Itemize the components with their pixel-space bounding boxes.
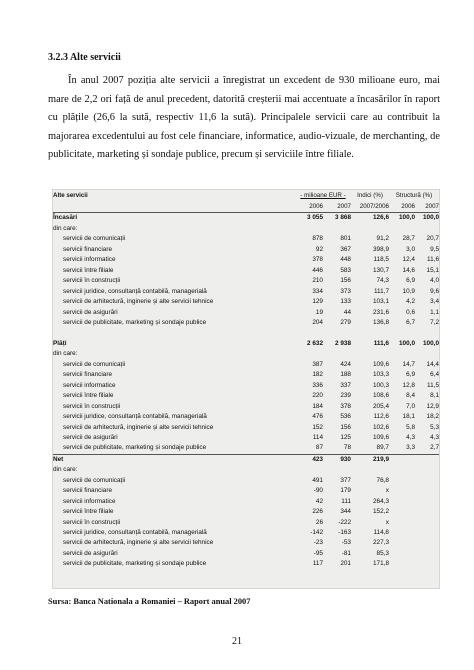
row-label: servicii în construcții bbox=[63, 402, 121, 410]
table-row bbox=[53, 318, 439, 328]
table-row bbox=[53, 391, 439, 401]
header-amount-group: - milioane EUR - bbox=[300, 191, 346, 199]
cell-value: 334 bbox=[312, 287, 323, 295]
cell-value: 108,6 bbox=[373, 392, 389, 400]
cell-value: 85,3 bbox=[376, 549, 389, 557]
cell-value: 878 bbox=[312, 235, 323, 243]
cell-value: 12,4 bbox=[402, 256, 415, 264]
cell-value: 19 bbox=[315, 308, 323, 316]
cell-value bbox=[415, 538, 439, 548]
cell-value: -23 bbox=[313, 539, 323, 547]
cell-value: 26 bbox=[315, 518, 323, 526]
cell-value: -95 bbox=[313, 549, 323, 557]
cell-value: 7,0 bbox=[406, 402, 415, 410]
cell-value: -222 bbox=[338, 518, 351, 526]
cell-value: 18,1 bbox=[402, 413, 415, 421]
cell-value bbox=[415, 465, 439, 475]
cell-value: 205,4 bbox=[373, 402, 389, 410]
body-paragraph: În anul 2007 poziția alte servicii a înregistrat un excedent de 930 milioane euro, mai mare de 2,2 ori față de anul precedent, datorită creșterii mai accentuate a încasărilor în raport cu plățile (26,6 la sută, respectiv 11,6 la sută). Principalele servicii care au contribuit la majorarea excedentului au fost cele financiare, informatice, audio-vizuale, de merchanting, de publicitate, marketing și sondaje publice, precum și serviciile între filiale. bbox=[48, 75, 440, 161]
cell-value: 2 632 bbox=[307, 339, 323, 347]
cell-value: 4,3 bbox=[430, 433, 439, 441]
cell-value: 3 868 bbox=[335, 214, 351, 222]
table-row bbox=[53, 423, 439, 433]
table-row bbox=[53, 497, 439, 507]
cell-value: 11,6 bbox=[427, 256, 439, 264]
cell-value: 279 bbox=[340, 318, 351, 326]
row-label: servicii de asigurări bbox=[63, 308, 118, 316]
cell-value: 337 bbox=[340, 381, 351, 389]
table-row bbox=[53, 360, 439, 370]
cell-value bbox=[389, 476, 415, 486]
cell-value: 398,9 bbox=[373, 245, 389, 253]
row-label: din care: bbox=[53, 350, 78, 358]
cell-value: 91,2 bbox=[376, 235, 389, 243]
cell-value: 89,7 bbox=[376, 444, 389, 452]
row-label: servicii juridice, consultanță contabilă, managerială bbox=[63, 413, 207, 421]
cell-value: 28,7 bbox=[402, 235, 415, 243]
cell-value: -53 bbox=[341, 539, 351, 547]
cell-value: 78 bbox=[343, 444, 351, 452]
table-row bbox=[53, 224, 439, 234]
cell-value: 171,8 bbox=[373, 560, 389, 568]
row-label: servicii în construcții bbox=[63, 277, 121, 285]
cell-value: 378 bbox=[340, 402, 351, 410]
row-label: servicii de comunicații bbox=[63, 476, 126, 484]
row-label: servicii juridice, consultanță contabilă, managerială bbox=[63, 287, 207, 295]
cell-value bbox=[351, 328, 389, 338]
header-year: 2007 bbox=[323, 202, 351, 213]
cell-value: 42 bbox=[315, 497, 323, 505]
cell-value: 126,6 bbox=[373, 214, 389, 222]
table-row bbox=[53, 518, 439, 528]
table-section-row bbox=[53, 213, 439, 224]
source-note: Sursa: Banca Nationala a Romaniei – Raport anual 2007 bbox=[48, 597, 251, 606]
row-label: servicii de publicitate, marketing și sondaje publice bbox=[63, 318, 207, 326]
cell-value bbox=[389, 465, 415, 475]
cell-value: 377 bbox=[340, 476, 351, 484]
cell-value: 111,7 bbox=[373, 287, 389, 295]
table-row bbox=[53, 245, 439, 255]
cell-value: 367 bbox=[340, 245, 351, 253]
table-row bbox=[53, 402, 439, 412]
table-row bbox=[53, 528, 439, 538]
header-year: 2007 bbox=[415, 202, 439, 213]
cell-value bbox=[415, 349, 439, 359]
cell-value: 264,3 bbox=[373, 497, 389, 505]
table-row bbox=[53, 433, 439, 443]
row-label: servicii financiare bbox=[63, 487, 113, 495]
cell-value bbox=[389, 538, 415, 548]
cell-value bbox=[351, 465, 389, 475]
cell-value: 491 bbox=[312, 476, 323, 484]
cell-value bbox=[415, 224, 439, 234]
cell-value: 231,6 bbox=[373, 308, 389, 316]
cell-value: 118,5 bbox=[373, 256, 389, 264]
cell-value: 3 055 bbox=[307, 214, 323, 222]
cell-value bbox=[323, 328, 351, 338]
cell-value: 100,0 bbox=[423, 214, 439, 222]
cell-value: 74,3 bbox=[376, 277, 389, 285]
cell-value bbox=[415, 559, 439, 569]
cell-value: 100,0 bbox=[399, 339, 415, 347]
cell-value: 188 bbox=[340, 371, 351, 379]
cell-value: 204 bbox=[312, 318, 323, 326]
cell-value: 11,5 bbox=[427, 381, 439, 389]
table-image bbox=[52, 189, 440, 589]
row-label: servicii în construcții bbox=[63, 518, 121, 526]
cell-value bbox=[389, 328, 415, 338]
cell-value: 130,7 bbox=[373, 266, 389, 274]
cell-value bbox=[389, 224, 415, 234]
cell-value: 220 bbox=[312, 392, 323, 400]
cell-value bbox=[389, 559, 415, 569]
table-row bbox=[53, 370, 439, 380]
cell-value: 87 bbox=[315, 444, 323, 452]
cell-value bbox=[415, 486, 439, 496]
cell-value: 111,6 bbox=[373, 339, 389, 347]
header-index-group: Indici (%) bbox=[357, 191, 383, 199]
cell-value: 76,8 bbox=[376, 476, 389, 484]
cell-value bbox=[415, 476, 439, 486]
row-label: servicii de publicitate, marketing și sondaje publice bbox=[63, 560, 207, 568]
table-body bbox=[53, 190, 439, 570]
cell-value: 18,2 bbox=[426, 413, 439, 421]
cell-value: 111 bbox=[341, 497, 351, 505]
cell-value bbox=[295, 465, 323, 475]
row-label: servicii de asigurări bbox=[63, 549, 118, 557]
cell-value: 152 bbox=[312, 423, 323, 431]
row-label: servicii între filiale bbox=[63, 392, 114, 400]
table-row bbox=[53, 465, 439, 475]
cell-value: 5,3 bbox=[430, 423, 439, 431]
table-row bbox=[53, 234, 439, 244]
cell-value: x bbox=[385, 518, 389, 526]
cell-value: 109,6 bbox=[373, 360, 389, 368]
table-row bbox=[53, 297, 439, 307]
cell-value: 114 bbox=[312, 433, 323, 441]
cell-value: 92 bbox=[315, 245, 323, 253]
header-year: 2007/2006 bbox=[351, 202, 389, 213]
row-label: servicii de arhitectură, inginerie și alte servicii tehnice bbox=[63, 298, 214, 306]
cell-value: 14,4 bbox=[426, 360, 439, 368]
cell-value: 100,0 bbox=[423, 339, 439, 347]
table-section-row bbox=[53, 454, 439, 465]
cell-value bbox=[415, 328, 439, 338]
cell-value: 0,6 bbox=[406, 308, 415, 316]
cell-value: 117 bbox=[312, 560, 323, 568]
row-label: din care: bbox=[53, 466, 78, 474]
cell-value: 4,0 bbox=[430, 277, 439, 285]
table-header-row-2 bbox=[53, 202, 439, 213]
cell-value: 109,6 bbox=[373, 433, 389, 441]
cell-value bbox=[389, 518, 415, 528]
cell-value: 8,1 bbox=[430, 392, 439, 400]
cell-value: 9,6 bbox=[430, 287, 439, 295]
cell-value bbox=[389, 549, 415, 559]
row-label: servicii juridice, consultanță contabilă, managerială bbox=[63, 529, 207, 537]
cell-value: 5,8 bbox=[406, 423, 415, 431]
table-header-row-1 bbox=[53, 190, 439, 202]
cell-value: 4,2 bbox=[406, 298, 415, 306]
table-row bbox=[53, 507, 439, 517]
section-heading: 3.2.3 Alte servicii bbox=[48, 52, 121, 63]
row-label: servicii informatice bbox=[63, 381, 116, 389]
cell-value: 4,3 bbox=[406, 433, 415, 441]
cell-value bbox=[389, 486, 415, 496]
row-label: servicii de comunicații bbox=[63, 360, 126, 368]
cell-value: 583 bbox=[340, 266, 351, 274]
table-row bbox=[53, 549, 439, 559]
cell-value: 3,3 bbox=[406, 444, 415, 452]
row-label: din care: bbox=[53, 224, 78, 232]
row-label: servicii financiare bbox=[63, 371, 113, 379]
services-table bbox=[53, 190, 439, 570]
row-label: servicii financiare bbox=[63, 245, 113, 253]
cell-value: 6,9 bbox=[406, 371, 415, 379]
cell-value: 103,1 bbox=[373, 298, 389, 306]
cell-value: 14,6 bbox=[402, 266, 415, 274]
cell-value bbox=[415, 528, 439, 538]
cell-value: 10,9 bbox=[402, 287, 415, 295]
cell-value: 2 938 bbox=[335, 339, 351, 347]
cell-value bbox=[389, 497, 415, 507]
cell-value bbox=[351, 224, 389, 234]
cell-value bbox=[351, 349, 389, 359]
cell-value bbox=[415, 454, 439, 465]
table-row bbox=[53, 308, 439, 318]
cell-value bbox=[389, 454, 415, 465]
table-row bbox=[53, 287, 439, 297]
cell-value: 336 bbox=[312, 381, 323, 389]
cell-value bbox=[295, 224, 323, 234]
row-label: servicii între filiale bbox=[63, 266, 114, 274]
cell-value: 448 bbox=[340, 256, 351, 264]
table-row bbox=[53, 255, 439, 265]
cell-value: 100,3 bbox=[373, 381, 389, 389]
table-row bbox=[53, 328, 439, 338]
cell-value: 133 bbox=[340, 298, 351, 306]
cell-value: x bbox=[385, 487, 389, 495]
cell-value bbox=[415, 549, 439, 559]
cell-value bbox=[323, 349, 351, 359]
cell-value: 373 bbox=[340, 287, 351, 295]
cell-value: 387 bbox=[312, 360, 323, 368]
cell-value bbox=[323, 224, 351, 234]
row-label: servicii de comunicații bbox=[63, 235, 126, 243]
row-label: Încasări bbox=[53, 214, 78, 222]
page-number: 21 bbox=[232, 636, 242, 647]
header-year: 2006 bbox=[389, 202, 415, 213]
cell-value: 9,5 bbox=[430, 245, 439, 253]
cell-value: 15,1 bbox=[426, 266, 439, 274]
cell-value: 378 bbox=[312, 256, 323, 264]
cell-value: 226 bbox=[312, 508, 323, 516]
cell-value: 446 bbox=[312, 266, 323, 274]
row-label: servicii informatice bbox=[63, 256, 116, 264]
row-label: servicii între filiale bbox=[63, 508, 114, 516]
cell-value: 182 bbox=[312, 371, 323, 379]
cell-value: 210 bbox=[312, 277, 323, 285]
row-label: Plăți bbox=[53, 339, 67, 347]
header-year: 2006 bbox=[295, 202, 323, 213]
table-row bbox=[53, 486, 439, 496]
cell-value: 227,3 bbox=[373, 539, 389, 547]
cell-value bbox=[389, 528, 415, 538]
cell-value: 44 bbox=[343, 308, 351, 316]
cell-value: 156 bbox=[340, 423, 351, 431]
table-row bbox=[53, 443, 439, 454]
table-row bbox=[53, 381, 439, 391]
table-row bbox=[53, 349, 439, 359]
table-row bbox=[53, 559, 439, 569]
header-structure-group: Structură (%) bbox=[395, 191, 433, 199]
table-row bbox=[53, 538, 439, 548]
cell-value: 20,7 bbox=[426, 235, 439, 243]
row-label bbox=[53, 328, 295, 338]
row-label: servicii de arhitectură, inginerie și alte servicii tehnice bbox=[63, 423, 214, 431]
cell-value bbox=[415, 507, 439, 517]
cell-value: 201 bbox=[340, 560, 351, 568]
cell-value: 8,4 bbox=[406, 392, 415, 400]
cell-value: 129 bbox=[312, 298, 323, 306]
cell-value: -81 bbox=[341, 549, 351, 557]
cell-value: 102,6 bbox=[373, 423, 389, 431]
cell-value: 184 bbox=[312, 402, 323, 410]
cell-value: 801 bbox=[340, 235, 351, 243]
cell-value: 3,0 bbox=[406, 245, 415, 253]
cell-value: 125 bbox=[340, 433, 351, 441]
cell-value: 103,3 bbox=[373, 371, 389, 379]
cell-value bbox=[389, 507, 415, 517]
cell-value: 1,1 bbox=[430, 308, 439, 316]
table-row bbox=[53, 412, 439, 422]
cell-value: 476 bbox=[312, 413, 323, 421]
cell-value: 179 bbox=[340, 487, 351, 495]
cell-value: 930 bbox=[323, 454, 351, 465]
cell-value: 12,9 bbox=[426, 402, 439, 410]
row-label: servicii de asigurări bbox=[63, 433, 118, 441]
cell-value: 152,2 bbox=[373, 508, 389, 516]
cell-value: 424 bbox=[340, 360, 351, 368]
cell-value: 2,7 bbox=[430, 444, 439, 452]
cell-value: 100,0 bbox=[399, 214, 415, 222]
cell-value: 6,9 bbox=[406, 277, 415, 285]
cell-value: 114,8 bbox=[373, 529, 389, 537]
cell-value: 423 bbox=[295, 454, 323, 465]
cell-value: 6,4 bbox=[430, 371, 439, 379]
cell-value: 536 bbox=[340, 413, 351, 421]
cell-value bbox=[295, 328, 323, 338]
cell-value: -142 bbox=[310, 529, 323, 537]
cell-value: 3,4 bbox=[430, 298, 439, 306]
cell-value: 6,7 bbox=[406, 318, 415, 326]
cell-value bbox=[295, 349, 323, 359]
cell-value: 136,8 bbox=[373, 318, 389, 326]
cell-value: -163 bbox=[338, 529, 351, 537]
row-label: servicii de arhitectură, inginerie și alte servicii tehnice bbox=[63, 539, 214, 547]
cell-value: 156 bbox=[340, 277, 351, 285]
table-row bbox=[53, 266, 439, 276]
row-label: servicii de publicitate, marketing și sondaje publice bbox=[63, 444, 207, 452]
cell-value: 14,7 bbox=[402, 360, 415, 368]
cell-value bbox=[323, 465, 351, 475]
table-title: Alte servicii bbox=[53, 191, 88, 199]
row-label: Net bbox=[53, 454, 295, 465]
cell-value: 239 bbox=[340, 392, 351, 400]
table-row bbox=[53, 476, 439, 486]
row-label: servicii informatice bbox=[63, 497, 116, 505]
cell-value: 344 bbox=[340, 508, 351, 516]
table-row bbox=[53, 276, 439, 286]
cell-value bbox=[415, 518, 439, 528]
cell-value: 12,8 bbox=[402, 381, 415, 389]
cell-value: 7,2 bbox=[430, 318, 439, 326]
table-section-row bbox=[53, 339, 439, 349]
cell-value: -90 bbox=[313, 487, 323, 495]
cell-value bbox=[415, 497, 439, 507]
cell-value: 219,9 bbox=[351, 454, 389, 465]
cell-value: 112,6 bbox=[373, 413, 389, 421]
cell-value bbox=[389, 349, 415, 359]
